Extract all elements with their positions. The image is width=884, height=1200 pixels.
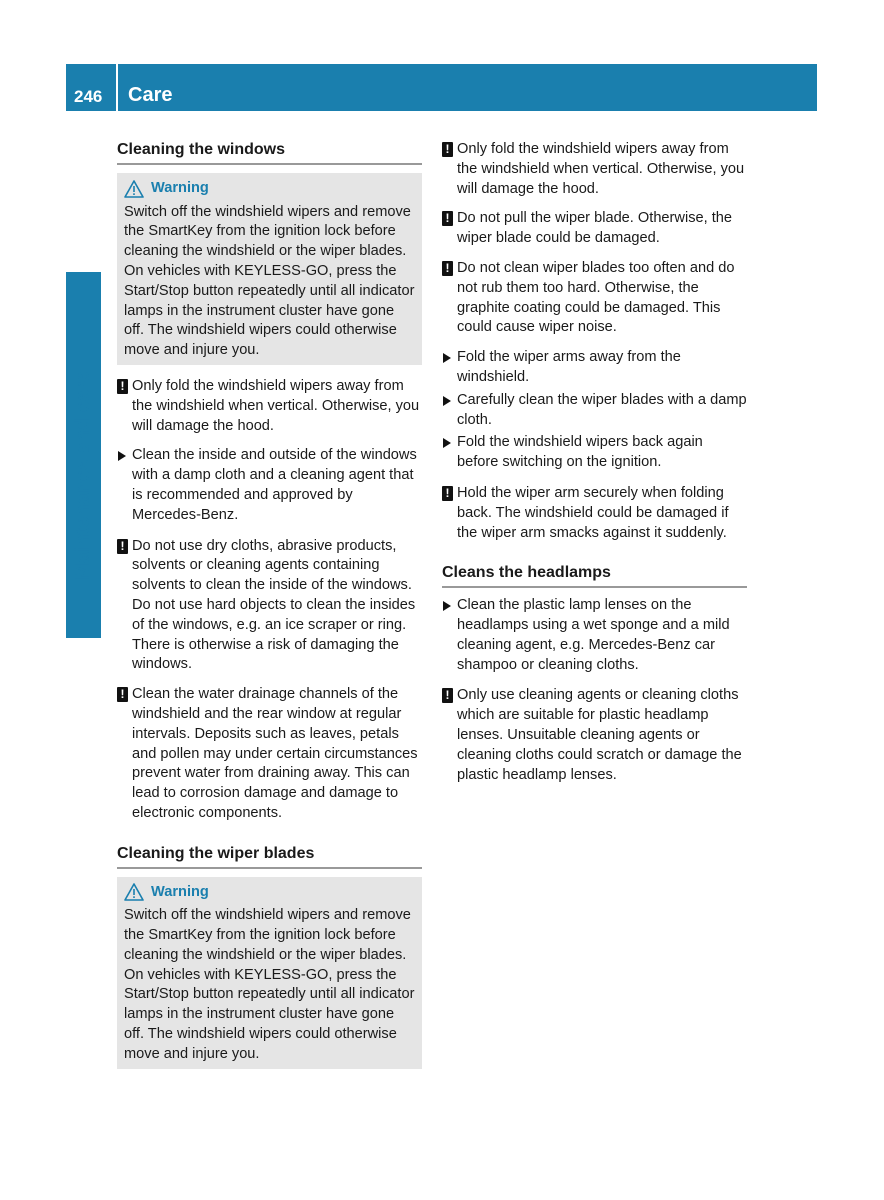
warning-label: Warning: [151, 883, 209, 900]
exclamation-icon: !: [117, 539, 128, 554]
section-title-cleaning-windows: Cleaning the windows: [117, 140, 422, 165]
note-text: Only fold the windshield wipers away from the windshield when vertical. Otherwise, you will damage the hood.: [132, 377, 420, 434]
warning-heading: [124, 883, 415, 903]
warning-label: Warning: [151, 179, 209, 196]
warning-triangle-icon: [124, 883, 144, 901]
warning-triangle-icon: [124, 180, 144, 198]
warning-text: Switch off the windshield wipers and remove the SmartKey from the ignition lock before cleaning the windshield or the wiper blades. On vehicles with KEYLESS-GO, press the Start/Stop button repeatedly until all indicator lamps in the instrument cluster have gone off. The windshield wipers could otherwise move and injure you.: [124, 203, 415, 359]
exclamation-icon: !: [442, 211, 453, 226]
step-text: Fold the wiper arms away from the windshield.: [457, 349, 681, 385]
note-item: [442, 209, 747, 249]
triangle-bullet-icon: [443, 438, 451, 448]
step-item: [442, 433, 747, 473]
warning-heading: [124, 179, 415, 199]
page-number: 246: [74, 87, 103, 106]
triangle-bullet-icon: [443, 601, 451, 611]
side-tab-label: Maintenance and care: [72, 370, 94, 580]
note-text: Do not clean wiper blades too often and do not rub them too hard. Otherwise, the graphite coating could be damaged. This could cause wiper noise.: [457, 259, 735, 336]
header-divider: [116, 64, 118, 111]
note-text: Do not pull the wiper blade. Otherwise, the wiper blade could be damaged.: [457, 210, 733, 247]
warning-text: Switch off the windshield wipers and remove the SmartKey from the ignition lock before cleaning the windshield or the wiper blades. On vehicles with KEYLESS-GO, press the Start/Stop button repeatedly until all indicator lamps in the instrument cluster have gone off. The windshield wipers could otherwise move and injure you.: [124, 907, 415, 1062]
step-text: Fold the windshield wipers back again before switching on the ignition.: [457, 434, 703, 471]
exclamation-icon: !: [442, 486, 453, 501]
exclamation-icon: !: [117, 379, 128, 394]
warning-box: [117, 877, 422, 1069]
step-item: [117, 446, 422, 525]
step-item: [442, 596, 747, 675]
note-item: [117, 537, 422, 676]
warning-box: [117, 173, 422, 365]
exclamation-icon: !: [442, 261, 453, 276]
note-text: Only fold the windshield wipers away from the windshield when vertical. Otherwise, you will damage the hood.: [457, 141, 745, 197]
step-item: [442, 348, 747, 388]
exclamation-icon: !: [442, 688, 453, 703]
triangle-bullet-icon: [443, 353, 451, 363]
step-text: Clean the inside and outside of the windows with a damp cloth and a cleaning agent that is recommended and approved by Mercedes-Benz.: [132, 447, 417, 523]
note-text: Only use cleaning agents or cleaning cloths which are suitable for plastic headlamp lenses. Unsuitable cleaning agents or cleaning cloths could scratch or damage the plastic headlamp lenses.: [457, 687, 742, 783]
triangle-bullet-icon: [118, 451, 126, 461]
exclamation-icon: !: [117, 687, 128, 702]
note-item: [442, 686, 747, 785]
note-text: Do not use dry cloths, abrasive products, solvents or cleaning agents containing solvents to clean the inside of the windows. Do not use hard objects to clean the insides of the windows, e.g. an ice scraper or ring. There is otherwise a risk of damaging the windows.: [132, 537, 416, 673]
triangle-bullet-icon: [443, 396, 451, 406]
step-text: Carefully clean the wiper blades with a damp cloth.: [457, 391, 747, 428]
note-item: [117, 685, 422, 824]
right-column: [442, 140, 747, 795]
note-item: [442, 259, 747, 338]
page-header: [66, 64, 817, 111]
chapter-title: Care: [128, 84, 173, 106]
note-item: [442, 484, 747, 543]
step-item: [442, 391, 747, 431]
note-text: Clean the water drainage channels of the windshield and the rear window at regular intervals. Deposits such as leaves, petals and pollen may under certain circumstances prevent water from draining away. This can lead to corrosion damage and damage to electronic components.: [132, 686, 418, 821]
step-text: Clean the plastic lamp lenses on the headlamps using a wet sponge and a mild cleaning agent, e.g. Mercedes-Benz car shampoo or cleaning cloths.: [457, 597, 730, 673]
section-title-cleans-headlamps: Cleans the headlamps: [442, 563, 747, 588]
side-tab-label-wrap: [66, 350, 101, 600]
note-text: Hold the wiper arm securely when folding back. The windshield could be damaged if the wiper arm smacks against it suddenly.: [457, 484, 729, 541]
left-column: [117, 140, 422, 1081]
note-item: [442, 140, 747, 199]
section-title-cleaning-wiper-blades: Cleaning the wiper blades: [117, 844, 422, 869]
note-item: [117, 377, 422, 436]
exclamation-icon: !: [442, 142, 453, 157]
